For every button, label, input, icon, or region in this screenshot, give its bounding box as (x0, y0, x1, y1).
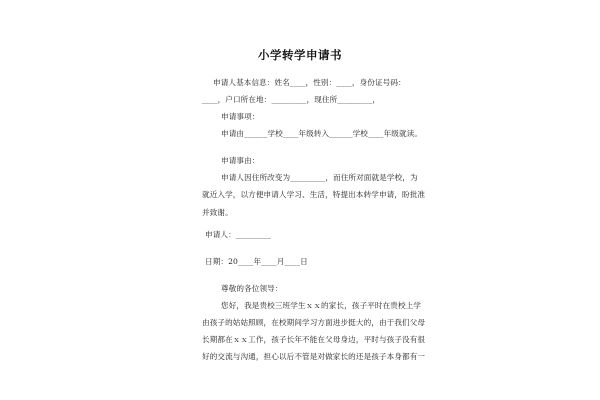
date-line: 日期：20____年____月____日 (205, 257, 308, 266)
letter-body-line-2: 由孩子的姑姑照顾，在校期间学习方面进步挺大的，由于我们父母 (202, 318, 426, 327)
request-reason-line-1: 申请人因住所改变为_________，而住所对面就是学校，为 (221, 173, 418, 182)
letter-body-line-1: 您好，我是贵校三班学生ｘｘ的家长，孩子平时在贵校上学 (221, 301, 422, 310)
basic-info-line-2: ____，户口所在地：_________，现住所_________， (202, 95, 381, 104)
letter-body-line-4: 好的交流与沟通，担心以后不管是对做家长的还是孩子本身都有一 (202, 352, 426, 361)
basic-info-line-1: 申请人基本信息：姓名____，性别：____，身份证号码： (213, 78, 406, 87)
request-reason-line-2: 就近入学，以方便申请人学习、生活，特提出本转学申请，盼批准 (202, 190, 426, 199)
request-item-content: 申请由______学校____年级转入______学校____年级就读。 (221, 129, 423, 138)
document-title: 小学转学申请书 (258, 48, 342, 62)
letter-body-line-3: 长期都在ｘｘ工作，孩子长年不能在父母身边，平时与孩子没有很 (202, 335, 426, 344)
request-item-heading: 申请事项： (221, 112, 260, 121)
request-reason-line-3: 并致谢。 (202, 208, 233, 217)
applicant-signature-line: 申请人：_________ (205, 230, 271, 239)
letter-salutation: 尊敬的各位领导： (221, 284, 283, 293)
request-reason-heading: 申请事由： (221, 156, 260, 165)
